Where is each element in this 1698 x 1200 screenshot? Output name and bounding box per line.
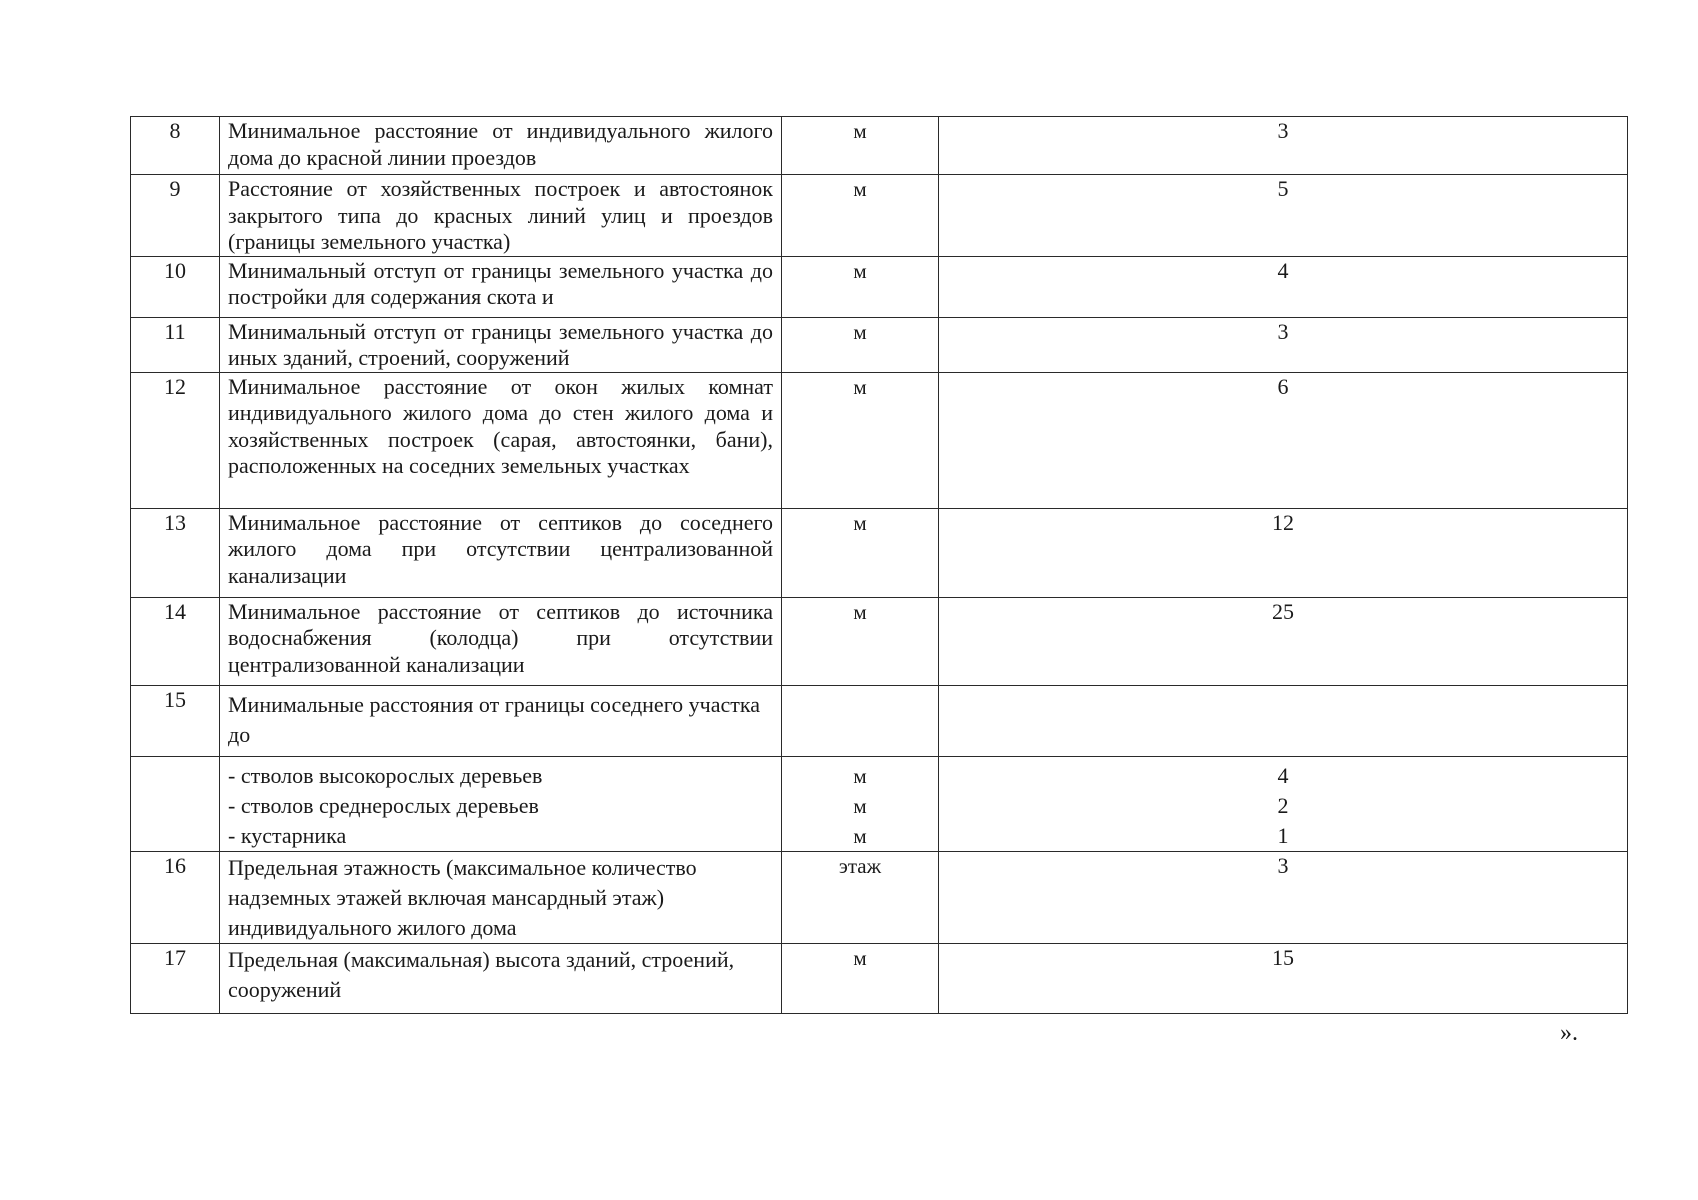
row-number: 17 — [131, 943, 220, 1013]
row-description: Минимальный отступ от границы земельного участка до иных зданий, строений, сооружений — [220, 317, 782, 372]
row-number: 10 — [131, 256, 220, 317]
row-value: 4 — [939, 256, 1628, 317]
row-unit: м — [782, 256, 939, 317]
table-row — [131, 756, 1628, 851]
row-number: 11 — [131, 317, 220, 372]
sub-item-value: 4 — [1277, 762, 1289, 788]
row-description: Предельная этажность (максимальное количество надземных этажей включая мансардный этаж) индивидуального жилого дома — [220, 851, 782, 943]
row-value: 5 — [939, 175, 1628, 257]
row-number: 16 — [131, 851, 220, 943]
row-description — [220, 756, 782, 851]
sub-item-description: - стволов среднерослых деревьев — [228, 792, 539, 818]
row-value: 3 — [939, 851, 1628, 943]
row-unit — [782, 756, 939, 851]
row-number: 8 — [131, 117, 220, 175]
row-value: 3 — [939, 117, 1628, 175]
row-unit: м — [782, 372, 939, 508]
table-row — [131, 508, 1628, 597]
parameters-table — [130, 116, 1628, 1014]
row-unit — [782, 685, 939, 756]
table-row — [131, 685, 1628, 756]
row-description: Минимальное расстояние от окон жилых комнат индивидуального жилого дома до стен жилого дома и хозяйственных построек (сарая, автостоянки, бани), расположенных на соседних земельных участках — [220, 372, 782, 508]
table-row — [131, 597, 1628, 685]
table-row — [131, 851, 1628, 943]
sub-item-unit: м — [853, 793, 867, 818]
row-number: 12 — [131, 372, 220, 508]
row-description: Минимальные расстояния от границы соседнего участка до — [220, 685, 782, 756]
row-unit: м — [782, 117, 939, 175]
row-value — [939, 756, 1628, 851]
row-value: 3 — [939, 317, 1628, 372]
row-unit: м — [782, 943, 939, 1013]
row-unit: м — [782, 317, 939, 372]
row-description: Минимальное расстояние от индивидуального жилого дома до красной линии проездов — [220, 117, 782, 175]
sub-item-value: 2 — [1277, 792, 1289, 818]
row-description: Минимальное расстояние от септиков до источника водоснабжения (колодца) при отсутствии централизованной канализации — [220, 597, 782, 685]
row-unit: этаж — [782, 851, 939, 943]
table-row — [131, 317, 1628, 372]
row-unit: м — [782, 597, 939, 685]
row-value: 15 — [939, 943, 1628, 1013]
table-row — [131, 256, 1628, 317]
table-row — [131, 943, 1628, 1013]
sub-item-value: 1 — [1277, 822, 1289, 848]
row-unit: м — [782, 508, 939, 597]
sub-item-unit: м — [853, 763, 867, 788]
row-number: 14 — [131, 597, 220, 685]
row-value: 25 — [939, 597, 1628, 685]
row-value: 12 — [939, 508, 1628, 597]
row-value — [939, 685, 1628, 756]
table-row — [131, 117, 1628, 175]
sub-item-description: - стволов высокорослых деревьев — [228, 762, 543, 788]
row-description: Минимальный отступ от границы земельного участка до постройки для содержания скота и — [220, 256, 782, 317]
row-description: Расстояние от хозяйственных построек и автостоянок закрытого типа до красных линий улиц и проездов (границы земельного участка) — [220, 175, 782, 257]
row-description: Предельная (максимальная) высота зданий, строений, сооружений — [220, 943, 782, 1013]
row-number: 15 — [131, 685, 220, 756]
row-number: 9 — [131, 175, 220, 257]
table-row — [131, 175, 1628, 257]
row-unit: м — [782, 175, 939, 257]
row-description: Минимальное расстояние от септиков до соседнего жилого дома при отсутствии централизованной канализации — [220, 508, 782, 597]
table-row — [131, 372, 1628, 508]
sub-item-unit: м — [853, 823, 867, 848]
sub-item-description: - кустарника — [228, 822, 347, 848]
closing-quote-mark: ». — [1560, 1020, 1578, 1046]
row-number — [131, 756, 220, 851]
row-number: 13 — [131, 508, 220, 597]
row-value: 6 — [939, 372, 1628, 508]
